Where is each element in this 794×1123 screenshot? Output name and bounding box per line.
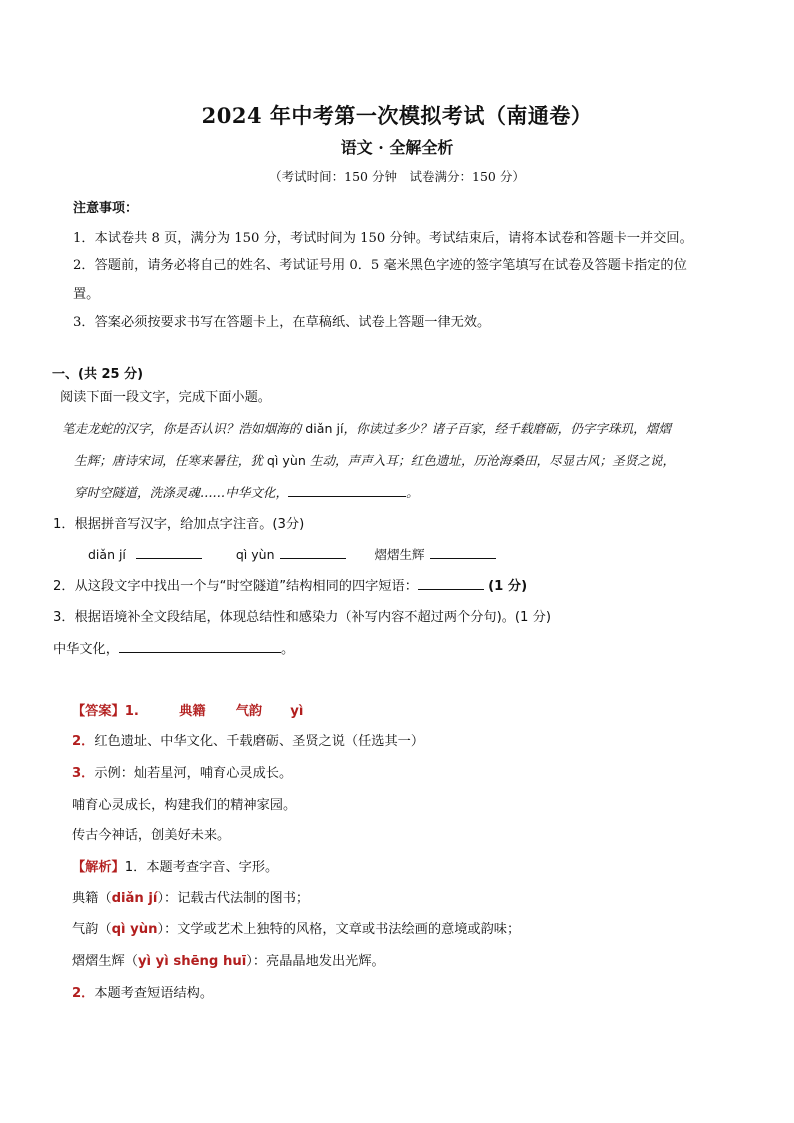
q1-word-3: 熠熠生辉 [374,547,425,562]
passage-pinyin-2: qì yùn [266,453,306,468]
question-3: 3．根据语境补全文段结尾，体现总结性和感染力（补写内容不超过两个分句)。(1 分) [53,610,551,625]
question-2: 2．从这段文字中找出一个与“时空隧道”结构相同的四字短语： (1 分) [53,579,528,594]
page-title: 2024 年中考第一次模拟考试（南通卷） [201,103,593,128]
question-1-items [88,545,496,563]
answer-line-4: 哺育心灵成长，构建我们的精神家园。 [72,798,297,813]
passage-pinyin-1: diǎn jí [305,421,344,436]
exam-info: （考试时间：150 分钟 试卷满分：150 分） [269,169,525,184]
q1-blank-3 [430,546,496,559]
note-item-3: 3．答案必须按要求书写在答题卡上，在草稿纸、试卷上答题一律无效。 [73,315,491,330]
analysis-line-1: 【解析】1．本题考查字音、字形。 [72,860,279,875]
notes-heading: 注意事项： [73,201,139,216]
note-item-2: 2．答题前，请务必将自己的姓名、考试证号用 0．5 毫米黑色字迹的签字笔填写在试卷及答题卡指定的位 [73,258,687,273]
answer-line-2: 2．红色遗址、中华文化、千载磨砺、圣贤之说（任选其一） [72,734,425,749]
passage-line-1: 笔走龙蛇的汉字，你是否认识？浩如烟海的 diǎn jí，你读过多少？诸子百家，经千载磨砺，仍字字珠玑，熠熠 [62,421,671,436]
analysis-word-1: 典籍（diǎn jí）：记载古代法制的图书； [72,891,310,906]
answer-label: 【答案】 [72,704,125,719]
analysis-label: 【解析】 [72,860,125,875]
note-item-2-cont: 置。 [73,287,100,302]
analysis-word-2: 气韵（qì yùn）：文学或艺术上独特的风格，文章或书法绘画的意境或韵味； [72,922,521,937]
analysis-word-3: 熠熠生辉（yì yì shēng huī）：亮晶晶地发出光辉。 [72,954,385,969]
section-instruction: 阅读下面一段文字，完成下面小题。 [60,390,271,405]
section-heading: 一、(共 25 分) [52,367,144,382]
analysis-q2: 2．本题考查短语结构。 [72,986,214,1001]
answer-line-5: 传古今神话，创美好未来。 [72,828,231,843]
q1-pinyin-2: qì yùn [235,547,275,562]
note-item-1: 1．本试卷共 8 页，满分为 150 分，考试时间为 150 分钟。考试结束后，请将本试卷和答题卡一并交回。 [73,231,693,246]
q1-blank-1 [136,546,202,559]
q2-blank [418,577,484,590]
passage-line-2: 生辉；唐诗宋词，任寒来暑往，犹 qì yùn 生动，声声入耳；红色遗址，历沧海桑田，尽显古风；圣贤之说， [74,453,676,468]
q1-pinyin-1: diǎn jí [88,547,126,562]
passage-line-3: 穿时空隧道，洗涤灵魂……中华文化， 。 [74,485,419,500]
q1-blank-2 [280,546,346,559]
question-1: 1．根据拼音写汉字，给加点字注音。(3分) [53,517,305,532]
page-subtitle: 语文 · 全解全析 [340,138,454,157]
reading-passage [62,413,724,509]
passage-blank [288,484,406,497]
question-3-answer-line: 中华文化， 。 [53,642,295,657]
answer-line-3: 3．示例：灿若星河，哺育心灵成长。 [72,766,293,781]
answer-line-1: 【答案】1. 典籍 气韵 yì [72,704,304,719]
q3-blank [119,640,281,653]
